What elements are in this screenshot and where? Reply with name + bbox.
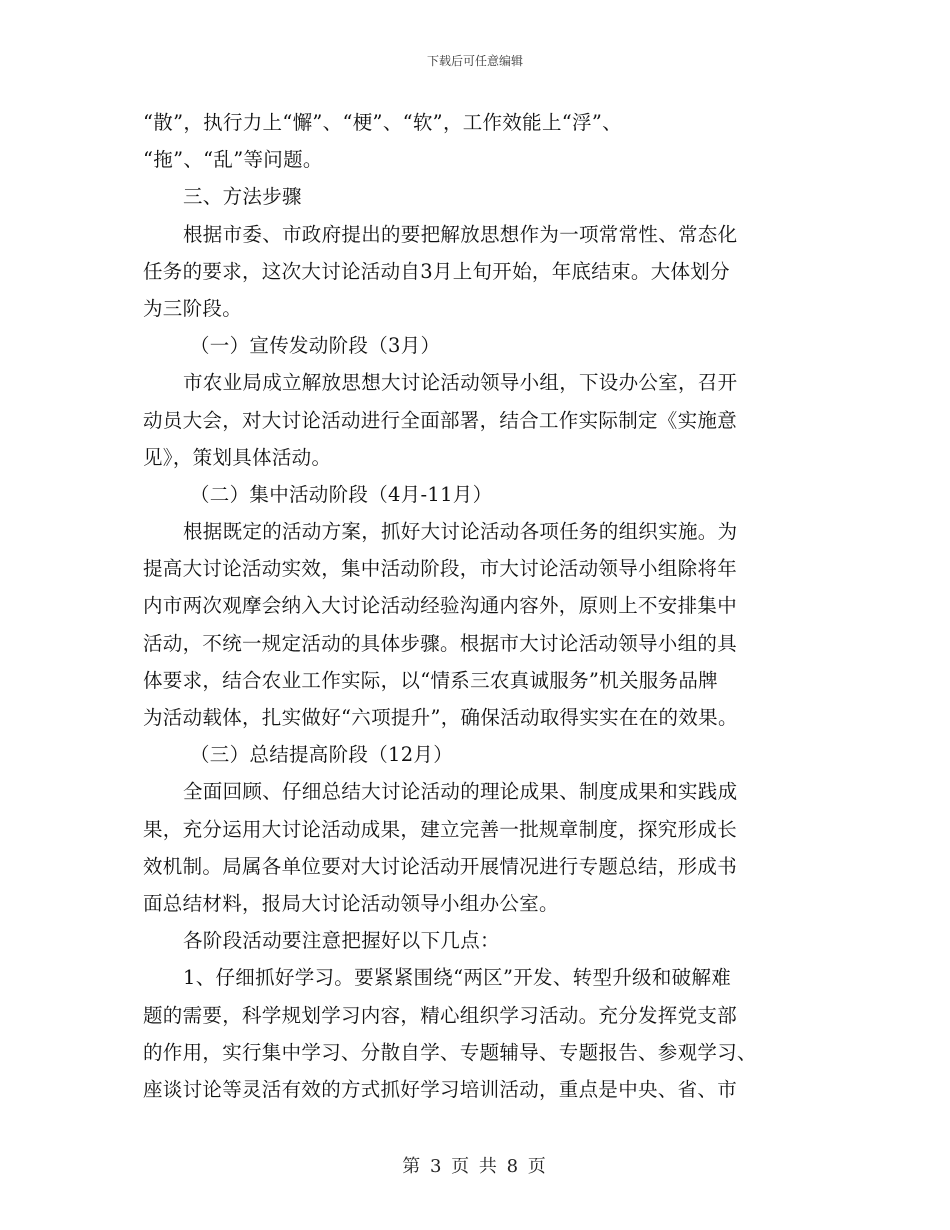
page-header: 下载后可任意编辑 [426, 54, 523, 68]
text-line: 体要求，结合农业工作实际，以“情系三农真诚服务”机关服务品牌 [143, 668, 718, 692]
text-line: 任务的要求，这次大讨论活动自3月上旬开始，年底结束。大体划分 [143, 259, 730, 283]
subsection-heading: （二）集中活动阶段（4月-11月） [190, 482, 493, 506]
text-line: 为活动载体，扎实做好“六项提升”，确保活动取得实实在在的效果。 [143, 706, 738, 729]
text-line: 动员大会，对大讨论活动进行全面部署，结合工作实际制定《实施意 [143, 408, 738, 432]
text-line: 面总结材料，报局大讨论活动领导小组办公室。 [143, 891, 559, 915]
text-line: 座谈讨论等灵活有效的方式抓好学习培训活动，重点是中央、省、市 [143, 1077, 738, 1101]
text-line: 1、仔细抓好学习。要紧紧围绕“两区”开发、转型升级和破解难 [183, 966, 732, 990]
text-line: 效机制。局属各单位要对大讨论活动开展情况进行专题总结，形成书 [143, 854, 738, 878]
text-line: 题的需要，科学规划学习内容，精心组织学习活动。充分发挥党支部 [143, 1003, 738, 1027]
text-line: 为三阶段。 [143, 296, 243, 320]
subsection-heading: （一）宣传发动阶段（3月） [190, 334, 441, 358]
document-body [143, 104, 810, 1108]
text-line: “散”，执行力上“懈”、“梗”、“软”，工作效能上“浮”、 [143, 111, 622, 134]
text-line: 各阶段活动要注意把握好以下几点： [183, 929, 500, 953]
text-line: 市农业局成立解放思想大讨论活动领导小组，下设办公室，召开 [183, 371, 738, 395]
text-line: 果，充分运用大讨论活动成果，建立完善一批规章制度，探究形成长 [143, 817, 738, 841]
text-line: “拖”、“乱”等问题。 [143, 148, 323, 172]
text-line: 根据既定的活动方案，抓好大讨论活动各项任务的组织实施。为 [183, 520, 738, 544]
text-line: 见》，策划具体活动。 [143, 445, 332, 469]
text-line: 内市两次观摩会纳入大讨论活动经验沟通内容外，原则上不安排集中 [143, 594, 738, 618]
text-line: 的作用，实行集中学习、分散自学、专题辅导、专题报告、参观学习、 [143, 1040, 757, 1064]
text-line: 活动，不统一规定活动的具体步骤。根据市大讨论活动领导小组的具 [143, 631, 738, 655]
subsection-heading: （三）总结提高阶段（12月） [190, 743, 454, 767]
text-line: 根据市委、市政府提出的要把解放思想作为一项常常性、常态化 [183, 222, 738, 246]
text-line: 全面回顾、仔细总结大讨论活动的理论成果、制度成果和实践成 [183, 780, 738, 804]
section-heading: 三、方法步骤 [183, 185, 302, 209]
page-number: 第 3 页 共 8 页 [402, 1156, 548, 1177]
text-line: 提高大讨论活动实效，集中活动阶段，市大讨论活动领导小组除将年 [143, 557, 738, 581]
